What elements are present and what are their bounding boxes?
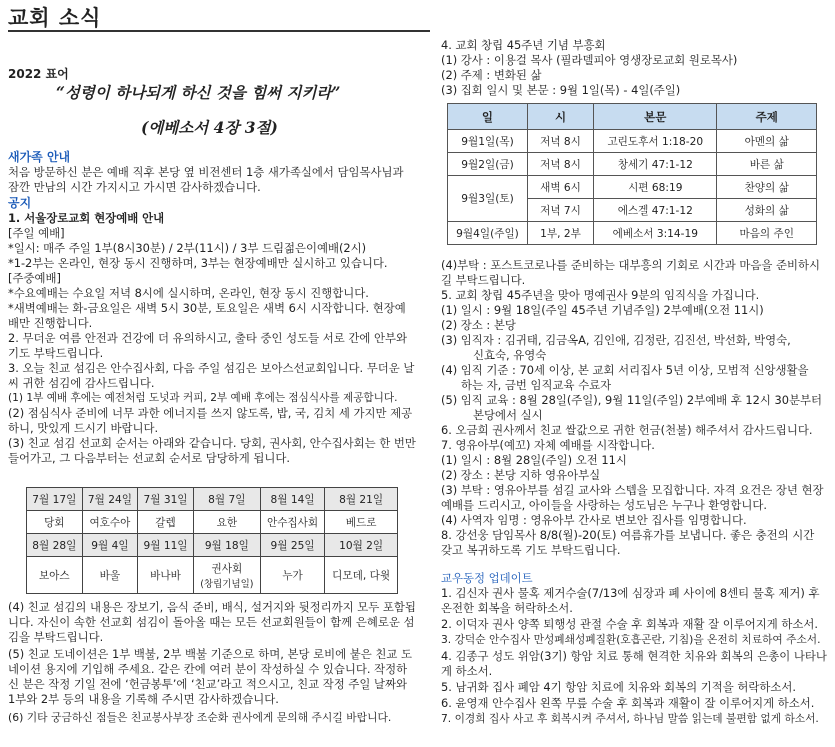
table-cell: 1부, 2부 (527, 222, 593, 245)
title-underline (8, 30, 430, 32)
motto-year: 2022 표어 (8, 67, 69, 81)
update-item: 게 하소서. (441, 664, 493, 678)
notice-text: [주일 예배] (8, 226, 65, 240)
schedule-cell: 요한 (193, 511, 260, 534)
notice-text: 네이션 용지에 기입해 주세요. 같은 칸에 여러 분이 작성하실 수 있습니다. 작정하 (8, 662, 408, 676)
schedule-cell: 디모데, 다윗 (325, 557, 398, 594)
notice-text: 6. 오금희 권사께서 친교 쌀값으로 귀한 헌금(천불) 해주셔서 감사드립니다. (441, 423, 813, 437)
infant-text: (4) 사역자 임명 : 영유아부 간사로 변보안 집사를 임명합니다. (441, 513, 747, 527)
notice-text: 하니, 맛있게 드시기 바랍니다. (8, 421, 159, 435)
notice-text: [주중예배] (8, 271, 61, 285)
update-heading: 교우동정 업데이트 (441, 571, 533, 585)
table-cell: 마음의 주인 (717, 222, 817, 245)
notice-text: 니다. 자신이 속한 선교회 섬김이 돌아올 때는 모든 선교회원들이 함께 은혜로운 섬 (8, 615, 415, 629)
schedule-cell: 누가 (260, 557, 324, 594)
notice-text: (3) 친교 섬김 선교회 순서는 아래와 같습니다. 당회, 권사회, 안수집사회는 한 번만 (8, 436, 416, 450)
schedule-cell: 10월 2일 (325, 534, 398, 557)
notice-text: 갖고 복귀하도록 기도 부탁드립니다. (441, 543, 621, 557)
ordination-text: (5) 임직 교육 : 8월 28일(주일), 9월 11일(주일) 2부예배 후 12시 30분부터 (441, 393, 822, 407)
notice-text: *1-2부는 온라인, 현장 동시 진행하며, 3부는 현장예배만 실시하고 있습니다. (8, 256, 388, 270)
infant-text: 예배를 드리시고, 아이들을 사랑하는 성도님은 누구나 환영합니다. (441, 498, 768, 512)
page-title: 교회 소식 (8, 6, 102, 30)
table-cell: 에베소서 3:14-19 (594, 222, 717, 245)
table-cell: 9월2일(금) (448, 153, 528, 176)
ordination-text: (4) 임직 기준 : 70세 이상, 본 교회 서리집사 5년 이상, 모범적 신앙생활을 (441, 363, 809, 377)
update-item: 3. 강덕순 안수집사 만성폐쇄성폐질환(호흡곤란, 기침)을 온전히 치료하여 주소서. (441, 633, 821, 646)
schedule-cell: 8월 28일 (27, 534, 83, 557)
update-item: 1. 김신자 권사 물혹 제거수술(7/13에 심장과 폐 사이에 8센티 물혹 제거) 후 (441, 586, 820, 600)
infant-title: 7. 영유아부(예꼬) 자체 예배를 시작합니다. (441, 438, 655, 452)
schedule-cell (193, 557, 260, 594)
table-header: 일 (448, 104, 528, 130)
notice-text: 기도 부탁드립니다. (8, 346, 104, 360)
revival-text: (3) 집회 일시 및 본문 : 9월 1일(목) - 4일(주일) (441, 83, 681, 97)
revival-text: (4)부탁 : 포스트코로나를 준비하는 대부흥의 기회로 시간과 마음을 준비하시 (441, 258, 821, 272)
notice-text: 김을 부탁드립니다. (8, 630, 104, 644)
revival-text: (2) 주제 : 변화된 삶 (441, 68, 542, 82)
schedule-cell: 당회 (27, 511, 83, 534)
schedule-cell: 바나바 (138, 557, 194, 594)
schedule-cell: 9월 4일 (82, 534, 138, 557)
notice-heading: 공지 (8, 196, 32, 210)
schedule-cell: 9월 25일 (260, 534, 324, 557)
table-cell: 창세기 47:1-12 (594, 153, 717, 176)
schedule-cell: 9월 11일 (138, 534, 194, 557)
update-item: 5. 남귀화 집사 폐암 4기 항암 치료에 치유와 회복의 기적을 허락하소서. (441, 680, 797, 694)
table-cell: 9월1일(목) (448, 130, 528, 153)
update-item: 7. 이경희 집사 사고 후 회복시켜 주셔서, 하나님 말씀 읽는데 불편함 없게 하소서. (441, 712, 819, 725)
schedule-cell-note: (창립기념일) (200, 578, 254, 590)
newcomer-heading: 새가족 안내 (8, 150, 71, 164)
notice-text: (5) 친교 도네이션은 1부 백불, 2부 백불 기준으로 하며, 본당 로비에 붙은 친교 도 (8, 647, 413, 661)
newcomer-text: 잠깐 만남의 시간 가지시고 가시면 감사하겠습니다. (8, 180, 261, 194)
table-row (448, 222, 817, 245)
notice-1-title: 1. 서울장로교회 현장예배 안내 (8, 211, 165, 225)
table-header: 본문 (594, 104, 717, 130)
revival-text: (1) 강사 : 이용걸 목사 (필라델피아 영생장로교회 원로목사) (441, 53, 738, 67)
schedule-cell: 여호수아 (82, 511, 138, 534)
revival-schedule-table (447, 103, 817, 245)
table-cell: 시편 68:19 (594, 176, 717, 199)
notice-text: 8. 강선웅 담임목사 8/8(월)-20(토) 여름휴가를 보냅니다. 좋은 충전의 시간 (441, 528, 815, 542)
motto-reference: (에베소서 4장 3절) (141, 118, 278, 137)
update-item: 6. 윤영재 안수집사 왼쪽 무릎 수술 후 회복과 재활이 잘 이루어지게 하소서. (441, 696, 815, 710)
notice-text: (2) 점심식사 준비에 너무 과한 에너지를 쓰지 않도록, 밥, 국, 김치 세 가지만 제공 (8, 406, 413, 420)
ordination-text: 본당에서 실시 (473, 408, 543, 422)
notice-text: (6) 기타 궁금하신 점들은 친교봉사부장 조순화 권사에게 문의해 주시길 바랍니다. (8, 711, 392, 724)
infant-text: (3) 부탁 : 영유아부를 섬길 교사와 스텝을 모집합니다. 자격 요건은 장년 현장 (441, 483, 824, 497)
ordination-title: 5. 교회 창립 45주년을 맞아 명예권사 9분의 임직식을 가집니다. (441, 288, 760, 302)
table-row (448, 130, 817, 153)
notice-text: 3. 오늘 친교 섬김은 안수집사회, 다음 주일 섬김은 보아스선교회입니다. 무더운 날 (8, 361, 415, 375)
notice-text: *수요예배는 수요일 저녁 8시에 실시하며, 온라인, 현장 동시 진행합니다. (8, 286, 369, 300)
schedule-cell: 베드로 (325, 511, 398, 534)
schedule-cell: 바울 (82, 557, 138, 594)
ordination-text: 하는 자, 금번 임직교육 수료자 (461, 378, 612, 392)
table-cell: 새벽 6시 (527, 176, 593, 199)
notice-text: (1) 1부 예배 후에는 예전처럼 도넛과 커피, 2부 예배 후에는 점심식사를 제공합니다. (8, 392, 398, 404)
schedule-cell: 보아스 (27, 557, 83, 594)
table-row (448, 153, 817, 176)
table-header: 시 (527, 104, 593, 130)
schedule-cell: 7월 31일 (138, 488, 194, 511)
table-cell: 고린도후서 1:18-20 (594, 130, 717, 153)
table-cell: 성화의 삶 (717, 199, 817, 222)
table-cell: 저녁 8시 (527, 153, 593, 176)
notice-text: 씨 귀한 섬김에 감사드립니다. (8, 376, 155, 390)
revival-title: 4. 교회 창립 45주년 기념 부흥회 (441, 38, 606, 52)
table-cell: 찬양의 삶 (717, 176, 817, 199)
ordination-text: (3) 임직자 : 김귀태, 김금옥A, 김인애, 김정란, 김진선, 박선화, 박영숙, (441, 333, 791, 347)
schedule-cell-text: 권사회 (211, 562, 243, 575)
table-cell: 9월4일(주일) (448, 222, 528, 245)
table-cell: 저녁 7시 (527, 199, 593, 222)
schedule-cell: 7월 24일 (82, 488, 138, 511)
notice-text: (4) 친교 섬김의 내용은 장보기, 음식 준비, 배식, 설거지와 뒷정리까지 모두 포함됩 (8, 600, 416, 614)
table-cell: 바른 삶 (717, 153, 817, 176)
schedule-cell: 7월 17일 (27, 488, 83, 511)
schedule-cell: 8월 21일 (325, 488, 398, 511)
table-cell: 아멘의 삶 (717, 130, 817, 153)
update-item: 4. 김종구 성도 위암(3기) 항암 치료 통해 현격한 치유와 회복의 은총이 나타나 (441, 649, 827, 663)
schedule-cell: 8월 7일 (193, 488, 260, 511)
schedule-cell: 안수집사회 (260, 511, 324, 534)
notice-text: *일시: 매주 주일 1부(8시30분) / 2부(11시) / 3부 드림젊은이예배(2시) (8, 241, 367, 255)
schedule-cell: 갈렙 (138, 511, 194, 534)
motto-text: “성령이 하나되게 하신 것을 힘써 지키라” (56, 83, 341, 102)
table-row (448, 176, 817, 199)
notice-text: 신 분은 작정 기일 전에 ‘헌금봉투’에 ‘친교’라고 적으시고, 친교 작정 주일 날짜와 (8, 677, 408, 691)
notice-text: *새벽예배는 화-금요일은 새벽 5시 30분, 토요일은 새벽 6시 시작합니다. 현장예 (8, 301, 406, 315)
ordination-text: 신효숙, 유영숙 (473, 348, 547, 362)
infant-text: (2) 장소 : 본당 지하 영유아부실 (441, 468, 601, 482)
notice-text: 들어가고, 그 다음부터는 선교회 순서로 담당하게 됩니다. (8, 451, 291, 465)
infant-text: (1) 일시 : 8월 28일(주일) 오전 11시 (441, 453, 627, 467)
ordination-text: (1) 일시 : 9월 18일(주일 45주년 기념주일) 2부예배(오전 11시) (441, 303, 764, 317)
fellowship-schedule-table (26, 487, 398, 594)
revival-text: 길 부탁드립니다. (441, 273, 526, 287)
table-cell: 9월3일(토) (448, 176, 528, 222)
schedule-cell: 8월 14일 (260, 488, 324, 511)
table-cell: 저녁 8시 (527, 130, 593, 153)
notice-text: 1부와 2부 등의 내용을 기록해 주시면 감사하겠습니다. (8, 692, 279, 706)
notice-text: 배만 진행합니다. (8, 316, 93, 330)
update-item: 온전한 회복을 허락하소서. (441, 601, 573, 615)
schedule-cell: 9월 18일 (193, 534, 260, 557)
update-item: 2. 이덕자 권사 양쪽 퇴행성 관절 수술 후 회복과 재활 잘 이루어지게 하소서. (441, 617, 819, 631)
table-header: 주제 (717, 104, 817, 130)
ordination-text: (2) 장소 : 본당 (441, 318, 516, 332)
table-cell: 에스겔 47:1-12 (594, 199, 717, 222)
newcomer-text: 처음 방문하신 분은 예배 직후 본당 옆 비전센터 1층 새가족실에서 담임목사님과 (8, 165, 404, 179)
notice-text: 2. 무더운 여름 안전과 건강에 더 유의하시고, 출타 중인 성도들 서로 간에 안부와 (8, 331, 408, 345)
page-header (8, 2, 428, 32)
